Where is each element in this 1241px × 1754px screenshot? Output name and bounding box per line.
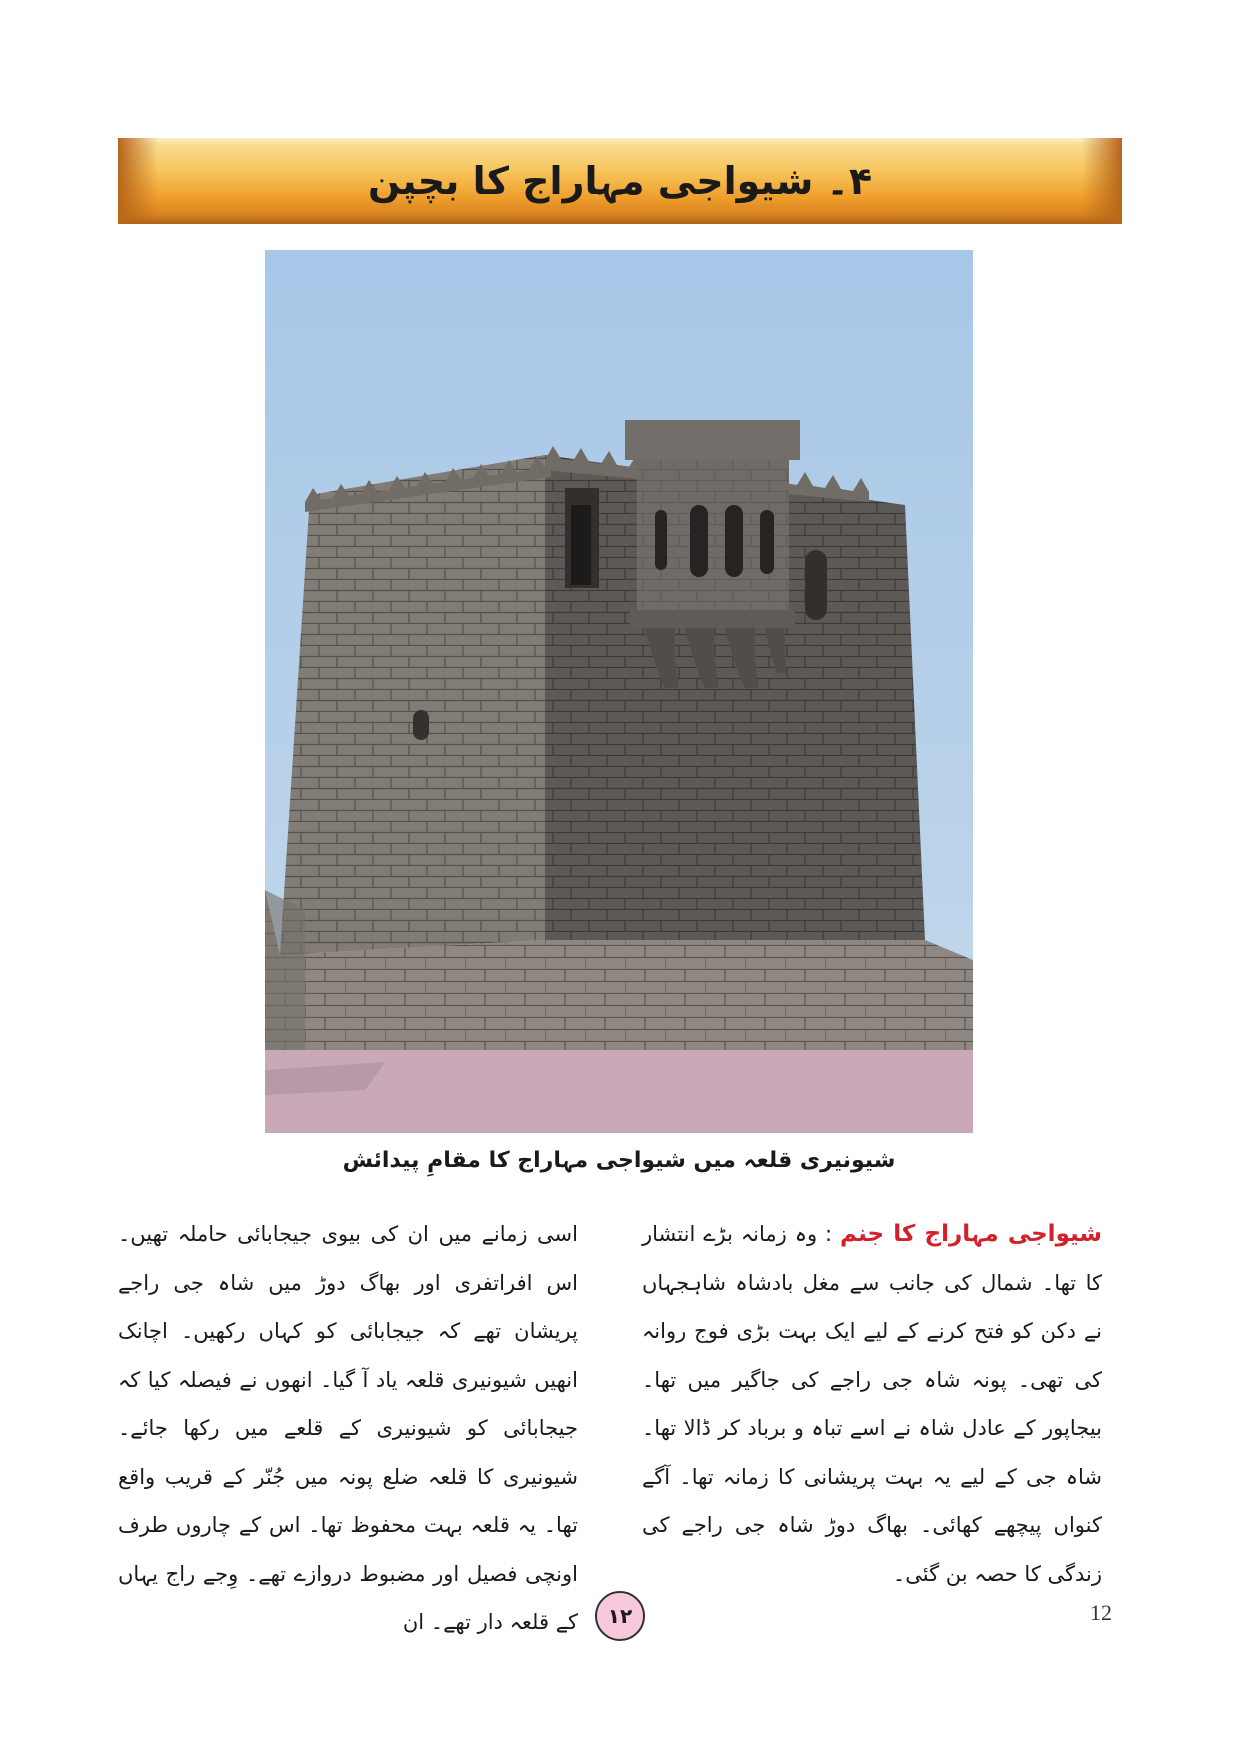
figure-caption: شیونیری قلعہ میں شیواجی مہاراج کا مقامِ پیدائش: [342, 1148, 896, 1173]
chapter-title: ۴۔ شیواجی مہاراج کا بچپن: [367, 159, 873, 203]
shivneri-fort-tower-image: [265, 250, 973, 1133]
chapter-banner: [118, 138, 1122, 224]
heading-separator: :: [817, 1222, 841, 1246]
right-column: [642, 1210, 1102, 1598]
left-column: [118, 1210, 578, 1647]
left-paragraph: اسی زمانے میں ان کی بیوی جیجابائی حاملہ تھیں۔ اس افراتفری اور بھاگ دوڑ میں شاہ جی راجے پریشان تھے کہ جیجابائی کو کہاں رکھیں۔ اچانک انھیں شیونیری قلعہ یاد آ گیا۔ انھوں نے فیصلہ کیا کہ جیجابائی کو شیونیری کے قلعے میں رکھا جائے۔ شیونیری کا قلعہ ضلع پونہ میں جُنّر کے قریب واقع تھا۔ یہ قلعہ بہت محفوظ تھا۔ اس کے چاروں طرف اونچی فصیل اور مضبوط دروازے تھے۔ وِجے راج یہاں کے قلعہ دار تھے۔ ان: [118, 1222, 578, 1634]
urdu-page-number-badge: ۱۲: [595, 1591, 645, 1641]
section-heading: شیواجی مہاراج کا جنم: [840, 1221, 1102, 1247]
fort-photo: [265, 250, 973, 1133]
right-paragraph-text: وہ زمانہ بڑے انتشار کا تھا۔ شمال کی جانب سے مغل بادشاہ شاہجہاں نے دکن کو فتح کرنے کے لیے ایک بہت بڑی فوج روانہ کی تھی۔ پونہ شاہ جی راجے کی جاگیر میں تھا۔ بیجاپور کے عادل شاہ نے اسے تباہ و برباد کر ڈالا تھا۔ شاہ جی کے لیے یہ بہت پریشانی کا زمانہ تھا۔ آگے کنواں پیچھے کھائی۔ بھاگ دوڑ شاہ جی راجے کی زندگی کا حصہ بن گئی۔: [642, 1222, 1102, 1586]
page-number: 12: [1090, 1600, 1112, 1625]
right-paragraph: [642, 1210, 1102, 1598]
